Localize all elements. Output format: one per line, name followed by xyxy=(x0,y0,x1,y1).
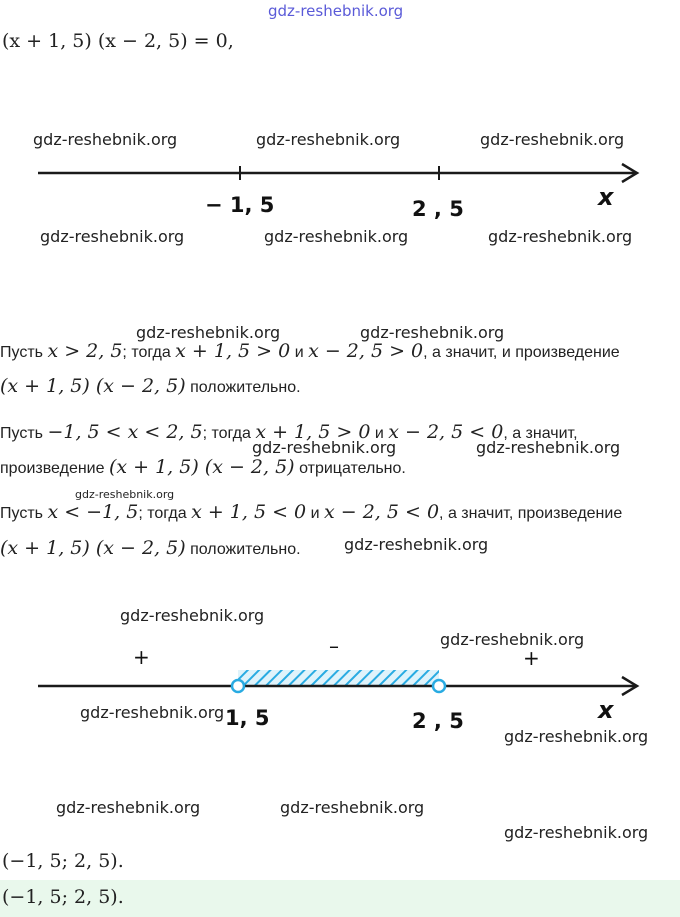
watermark: gdz-reshebnik.org xyxy=(488,227,633,246)
case3-line2: (x + 1, 5) (x − 2, 5) положительно. xyxy=(0,537,301,559)
watermark: gdz-reshebnik.org xyxy=(476,438,621,457)
watermark: gdz-reshebnik.org xyxy=(480,130,625,149)
axis1-label-minus-1-5: − 1, 5 xyxy=(205,193,275,217)
case1-line1: Пусть x > 2, 5; тогда x + 1, 5 > 0 и x − 2, 5 > 0, а значит, и произведение xyxy=(0,340,620,362)
sign-left-plus: + xyxy=(133,645,150,669)
watermark: gdz-reshebnik.org xyxy=(252,438,397,457)
axis2-label-2-5: 2 , 5 xyxy=(412,709,464,733)
watermark: gdz-reshebnik.org xyxy=(360,323,505,342)
result-line: (−1, 5; 2, 5). xyxy=(2,850,124,872)
number-line-1 xyxy=(38,164,637,182)
answer-text: (−1, 5; 2, 5). xyxy=(2,886,124,908)
answer-box xyxy=(0,880,680,917)
axis1-variable: x xyxy=(598,183,614,211)
watermark: gdz-reshebnik.org xyxy=(280,798,425,817)
watermark: gdz-reshebnik.org xyxy=(256,130,401,149)
open-point-minus-1-5 xyxy=(232,680,244,692)
watermark: gdz-reshebnik.org xyxy=(56,798,201,817)
watermark: gdz-reshebnik.org xyxy=(504,727,649,746)
watermark: gdz-reshebnik.org xyxy=(40,227,185,246)
watermark: gdz-reshebnik.org xyxy=(440,630,585,649)
axis2-variable: x xyxy=(598,696,614,724)
axis1-label-2-5: 2 , 5 xyxy=(412,197,464,221)
watermark-top: gdz-reshebnik.org xyxy=(268,2,404,20)
watermark: gdz-reshebnik.org xyxy=(344,535,489,554)
sign-middle-minus: – xyxy=(329,634,339,658)
watermark: gdz-reshebnik.org xyxy=(136,323,281,342)
open-point-2-5 xyxy=(433,680,445,692)
watermark: gdz-reshebnik.org xyxy=(504,823,649,842)
axis2-label-minus-1-5: 1, 5 xyxy=(225,706,270,730)
watermark: gdz-reshebnik.org xyxy=(80,703,225,722)
interval-shading xyxy=(238,670,439,687)
sign-right-plus: + xyxy=(523,646,540,670)
case2-line2: произведение (x + 1, 5) (x − 2, 5) отрицательно. xyxy=(0,456,406,478)
watermark: gdz-reshebnik.org xyxy=(264,227,409,246)
watermark-small: gdz-reshebnik.org xyxy=(75,488,175,501)
equation: (x + 1, 5) (x − 2, 5) = 0, xyxy=(2,30,234,52)
watermark: gdz-reshebnik.org xyxy=(120,606,265,625)
case1-line2: (x + 1, 5) (x − 2, 5) положительно. xyxy=(0,375,301,397)
number-line-2 xyxy=(38,670,637,695)
case3-line1: Пусть x < −1, 5; тогда x + 1, 5 < 0 и x − 2, 5 < 0, а значит, произведение xyxy=(0,501,623,523)
case2-line1: Пусть −1, 5 < x < 2, 5; тогда x + 1, 5 > 0 и x − 2, 5 < 0, а значит, xyxy=(0,421,578,443)
watermark: gdz-reshebnik.org xyxy=(33,130,178,149)
